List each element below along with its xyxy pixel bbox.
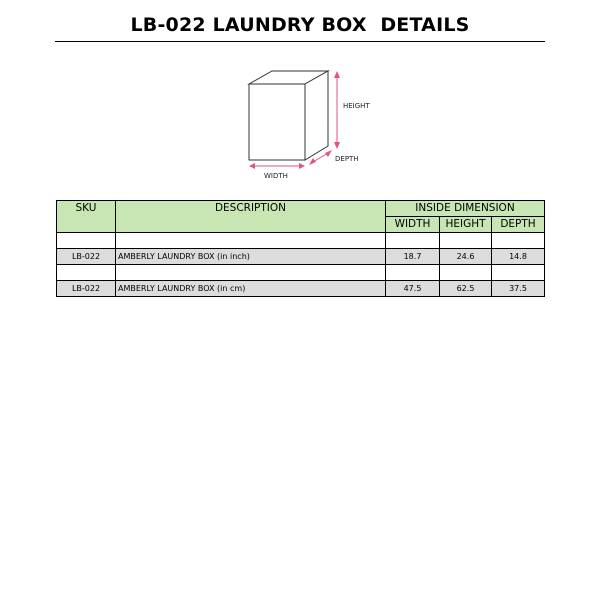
table-row — [57, 249, 545, 265]
box-dimension-diagram — [0, 0, 600, 200]
description-header: DESCRIPTION — [116, 201, 386, 233]
sku-cell: LB-022 — [57, 281, 116, 297]
width-arrow — [249, 163, 305, 169]
page-title: LB-022 LAUNDRY BOX DETAILS — [130, 14, 470, 36]
height-header: HEIGHT — [440, 217, 492, 233]
inside-dimension-header: INSIDE DIMENSION — [386, 201, 545, 217]
table-row — [57, 281, 545, 297]
width-header: WIDTH — [386, 217, 440, 233]
depth-header: DEPTH — [492, 217, 545, 233]
sku-header: SKU — [57, 201, 116, 233]
depth-cell: 37.5 — [492, 281, 545, 297]
depth-label: DEPTH — [335, 155, 359, 163]
width-cell: 18.7 — [386, 249, 440, 265]
height-cell: 62.5 — [440, 281, 492, 297]
description-cell: AMBERLY LAUNDRY BOX (in cm) — [116, 281, 386, 297]
width-label: WIDTH — [264, 172, 288, 180]
box-outline — [249, 71, 328, 160]
table-spacer-row — [57, 265, 545, 281]
height-arrow — [334, 71, 340, 149]
dimension-table — [56, 200, 545, 297]
width-cell: 47.5 — [386, 281, 440, 297]
table-header-row — [57, 201, 545, 217]
height-cell: 24.6 — [440, 249, 492, 265]
description-cell: AMBERLY LAUNDRY BOX (in inch) — [116, 249, 386, 265]
table-spacer-row — [57, 233, 545, 249]
depth-cell: 14.8 — [492, 249, 545, 265]
sku-cell: LB-022 — [57, 249, 116, 265]
height-label: HEIGHT — [343, 102, 370, 110]
